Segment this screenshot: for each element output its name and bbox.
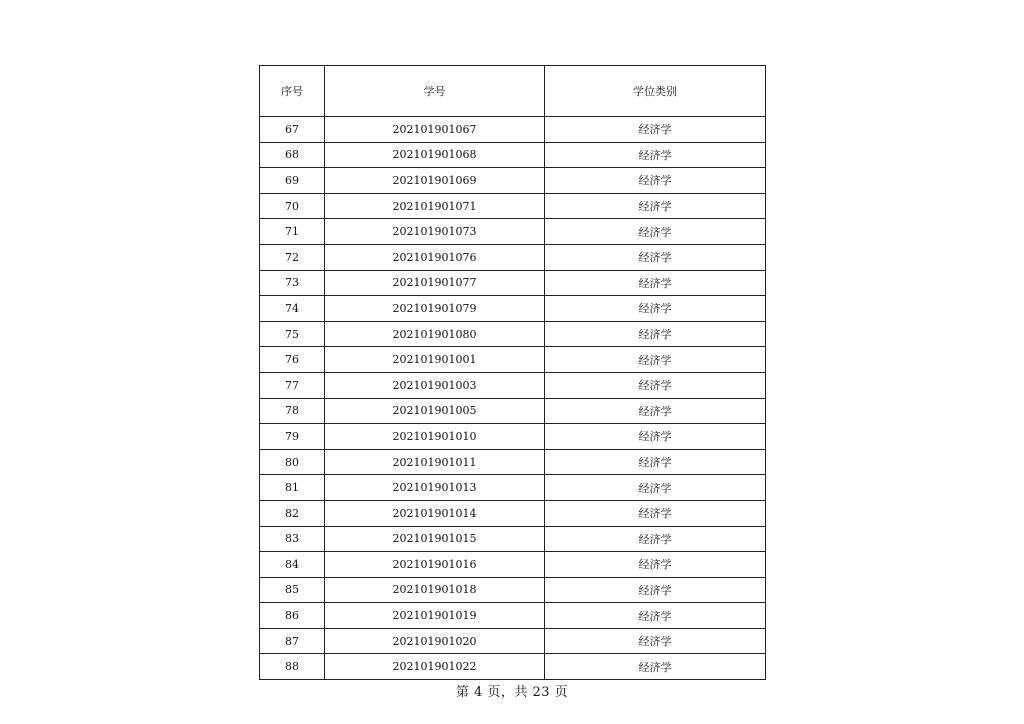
- cell-degree-type: 经济学: [545, 117, 766, 143]
- cell-seq: 82: [260, 500, 325, 526]
- table-row: [260, 296, 766, 322]
- cell-degree-type: 经济学: [545, 628, 766, 654]
- table-row: [260, 526, 766, 552]
- table-row: [260, 628, 766, 654]
- cell-seq: 80: [260, 449, 325, 475]
- cell-degree-type: 经济学: [545, 577, 766, 603]
- cell-seq: 88: [260, 654, 325, 680]
- table-row: [260, 500, 766, 526]
- cell-degree-type: 经济学: [545, 193, 766, 219]
- cell-degree-type: 经济学: [545, 500, 766, 526]
- cell-degree-type: 经济学: [545, 603, 766, 629]
- table-row: [260, 321, 766, 347]
- cell-seq: 76: [260, 347, 325, 373]
- cell-student-id: 202101901014: [325, 500, 545, 526]
- cell-seq: 75: [260, 321, 325, 347]
- table-row: [260, 270, 766, 296]
- cell-student-id: 202101901015: [325, 526, 545, 552]
- header-student-id: 学号: [325, 66, 545, 117]
- cell-seq: 79: [260, 424, 325, 450]
- cell-seq: 74: [260, 296, 325, 322]
- cell-student-id: 202101901001: [325, 347, 545, 373]
- cell-degree-type: 经济学: [545, 219, 766, 245]
- cell-student-id: 202101901013: [325, 475, 545, 501]
- cell-seq: 78: [260, 398, 325, 424]
- cell-degree-type: 经济学: [545, 244, 766, 270]
- cell-student-id: 202101901022: [325, 654, 545, 680]
- cell-degree-type: 经济学: [545, 424, 766, 450]
- cell-seq: 81: [260, 475, 325, 501]
- cell-degree-type: 经济学: [545, 654, 766, 680]
- cell-student-id: 202101901018: [325, 577, 545, 603]
- table-row: [260, 372, 766, 398]
- cell-student-id: 202101901079: [325, 296, 545, 322]
- cell-degree-type: 经济学: [545, 475, 766, 501]
- cell-seq: 71: [260, 219, 325, 245]
- table-row: [260, 219, 766, 245]
- student-degree-table: [259, 65, 766, 680]
- cell-degree-type: 经济学: [545, 347, 766, 373]
- cell-student-id: 202101901019: [325, 603, 545, 629]
- page-footer: 第 4 页，共 23 页: [455, 685, 569, 700]
- cell-degree-type: 经济学: [545, 449, 766, 475]
- table-row: [260, 193, 766, 219]
- cell-seq: 68: [260, 142, 325, 168]
- cell-degree-type: 经济学: [545, 372, 766, 398]
- table-row: [260, 603, 766, 629]
- table-row: [260, 142, 766, 168]
- cell-degree-type: 经济学: [545, 270, 766, 296]
- table-row: [260, 552, 766, 578]
- table-header-row: [260, 66, 766, 117]
- table-row: [260, 577, 766, 603]
- cell-seq: 69: [260, 168, 325, 194]
- cell-student-id: 202101901010: [325, 424, 545, 450]
- cell-student-id: 202101901077: [325, 270, 545, 296]
- cell-seq: 72: [260, 244, 325, 270]
- cell-seq: 73: [260, 270, 325, 296]
- table-row: [260, 654, 766, 680]
- cell-seq: 87: [260, 628, 325, 654]
- table-row: [260, 449, 766, 475]
- cell-degree-type: 经济学: [545, 142, 766, 168]
- cell-student-id: 202101901067: [325, 117, 545, 143]
- table-row: [260, 424, 766, 450]
- cell-degree-type: 经济学: [545, 296, 766, 322]
- cell-degree-type: 经济学: [545, 526, 766, 552]
- table-row: [260, 347, 766, 373]
- cell-degree-type: 经济学: [545, 168, 766, 194]
- cell-seq: 86: [260, 603, 325, 629]
- table-row: [260, 244, 766, 270]
- cell-seq: 83: [260, 526, 325, 552]
- table-row: [260, 475, 766, 501]
- cell-student-id: 202101901068: [325, 142, 545, 168]
- cell-student-id: 202101901071: [325, 193, 545, 219]
- cell-student-id: 202101901005: [325, 398, 545, 424]
- cell-student-id: 202101901003: [325, 372, 545, 398]
- cell-student-id: 202101901020: [325, 628, 545, 654]
- cell-seq: 85: [260, 577, 325, 603]
- cell-student-id: 202101901073: [325, 219, 545, 245]
- cell-student-id: 202101901080: [325, 321, 545, 347]
- cell-student-id: 202101901076: [325, 244, 545, 270]
- cell-student-id: 202101901011: [325, 449, 545, 475]
- header-seq: 序号: [260, 66, 325, 117]
- header-degree-type: 学位类别: [545, 66, 766, 117]
- cell-seq: 67: [260, 117, 325, 143]
- table-row: [260, 117, 766, 143]
- cell-seq: 84: [260, 552, 325, 578]
- cell-student-id: 202101901016: [325, 552, 545, 578]
- cell-degree-type: 经济学: [545, 398, 766, 424]
- cell-degree-type: 经济学: [545, 321, 766, 347]
- table-row: [260, 168, 766, 194]
- table-row: [260, 398, 766, 424]
- cell-seq: 77: [260, 372, 325, 398]
- cell-student-id: 202101901069: [325, 168, 545, 194]
- cell-seq: 70: [260, 193, 325, 219]
- table-body: [260, 117, 766, 680]
- cell-degree-type: 经济学: [545, 552, 766, 578]
